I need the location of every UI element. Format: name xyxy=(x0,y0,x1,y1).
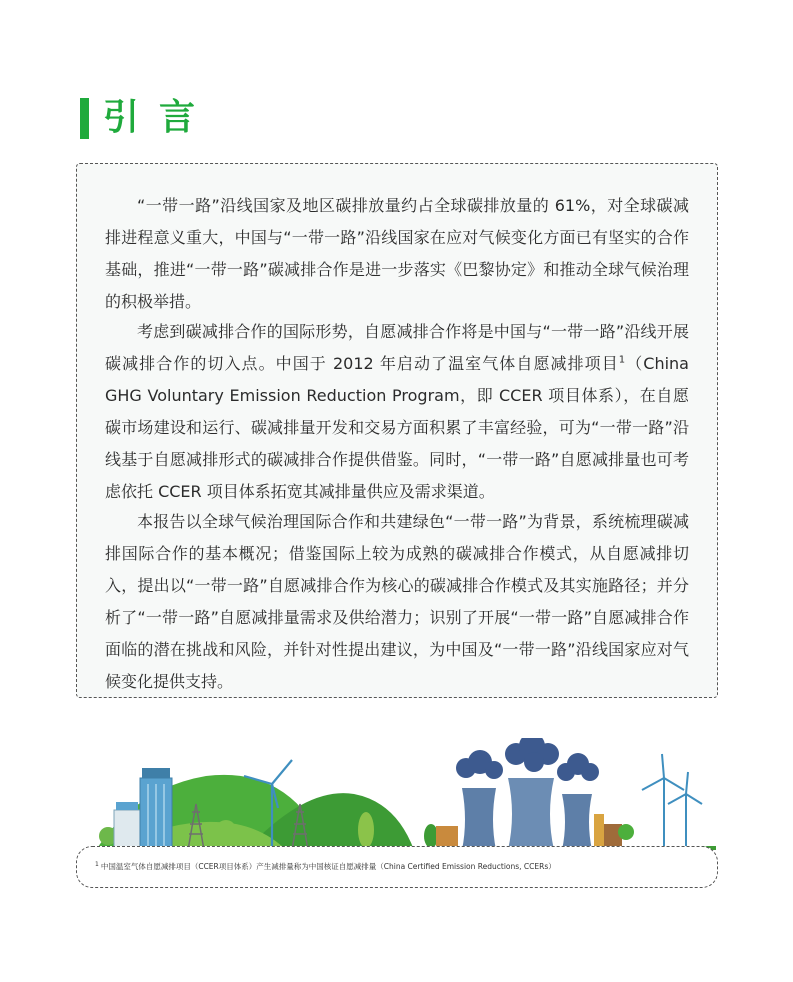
cooling-tower xyxy=(508,778,554,850)
footnote xyxy=(95,861,556,872)
footnote-reference: 1 xyxy=(618,354,626,366)
footnote-box xyxy=(76,846,718,888)
building xyxy=(114,810,140,850)
paragraph-2-text-after: （China GHG Voluntary Emission Reduction Program，即 CCER 项目体系），在自愿碳市场建设和运行、碳减排量开发和交易方面积累了丰富经验，可为“一带一路”沿线基于自愿减排形式的碳减排合作提供借鉴。同时，“一带一路”自愿减排量也可考虑依托 CCER 项目体系拓宽其减排量供应及需求渠道。 xyxy=(105,354,689,501)
intro-box xyxy=(76,163,718,698)
solar-panel xyxy=(116,802,138,810)
landscape-illustration xyxy=(96,738,716,850)
wind-turbine xyxy=(642,754,684,850)
page-title: 引言 xyxy=(103,97,216,138)
title-accent-bar xyxy=(80,98,89,139)
footnote-marker: 1 xyxy=(95,860,99,868)
tree xyxy=(424,824,438,848)
footnote-text: 中国温室气体自愿减排项目（CCER项目体系）产生减排量称为中国核证自愿减排量（China Certified Emission Reductions, CCERs） xyxy=(100,862,556,871)
page-header xyxy=(80,96,215,140)
tree xyxy=(618,824,634,840)
cooling-tower xyxy=(462,788,496,850)
smoke-cloud xyxy=(557,753,599,781)
intro-paragraph-1: “一带一路”沿线国家及地区碳排放量约占全球碳排放量的 61%，对全球碳减排进程意义重大，中国与“一带一路”沿线国家在应对气候变化方面已有坚实的合作基础，推进“一带一路”碳减排合作是进一步落实《巴黎协定》和推动全球气候治理的积极举措。 xyxy=(105,196,689,311)
intro-paragraph-3: 本报告以全球气候治理国际合作和共建绿色“一带一路”为背景，系统梳理碳减排国际合作的基本概况；借鉴国际上较为成熟的碳减排合作模式，从自愿减排切入，提出以“一带一路”自愿减排合作为核心的碳减排合作模式及其实施路径；并分析了“一带一路”自愿减排量需求及供给潜力；识别了开展“一带一路”自愿减排合作面临的潜在挑战和风险，并针对性提出建议，为中国及“一带一路”沿线国家应对气候变化提供支持。 xyxy=(105,512,689,691)
solar-panel xyxy=(142,768,170,778)
tree xyxy=(358,812,374,848)
cooling-tower xyxy=(562,794,592,850)
intro-paragraph-2 xyxy=(105,316,689,508)
factory-building xyxy=(594,814,604,850)
smoke-cloud xyxy=(456,750,503,779)
tree xyxy=(216,820,236,840)
smoke-cloud xyxy=(505,738,559,772)
paragraph-2-text-before: 考虑到碳减排合作的国际形势，自愿减排合作将是中国与“一带一路”沿线开展碳减排合作的切入点。中国于 2012 年启动了温室气体自愿减排项目 xyxy=(105,322,689,373)
